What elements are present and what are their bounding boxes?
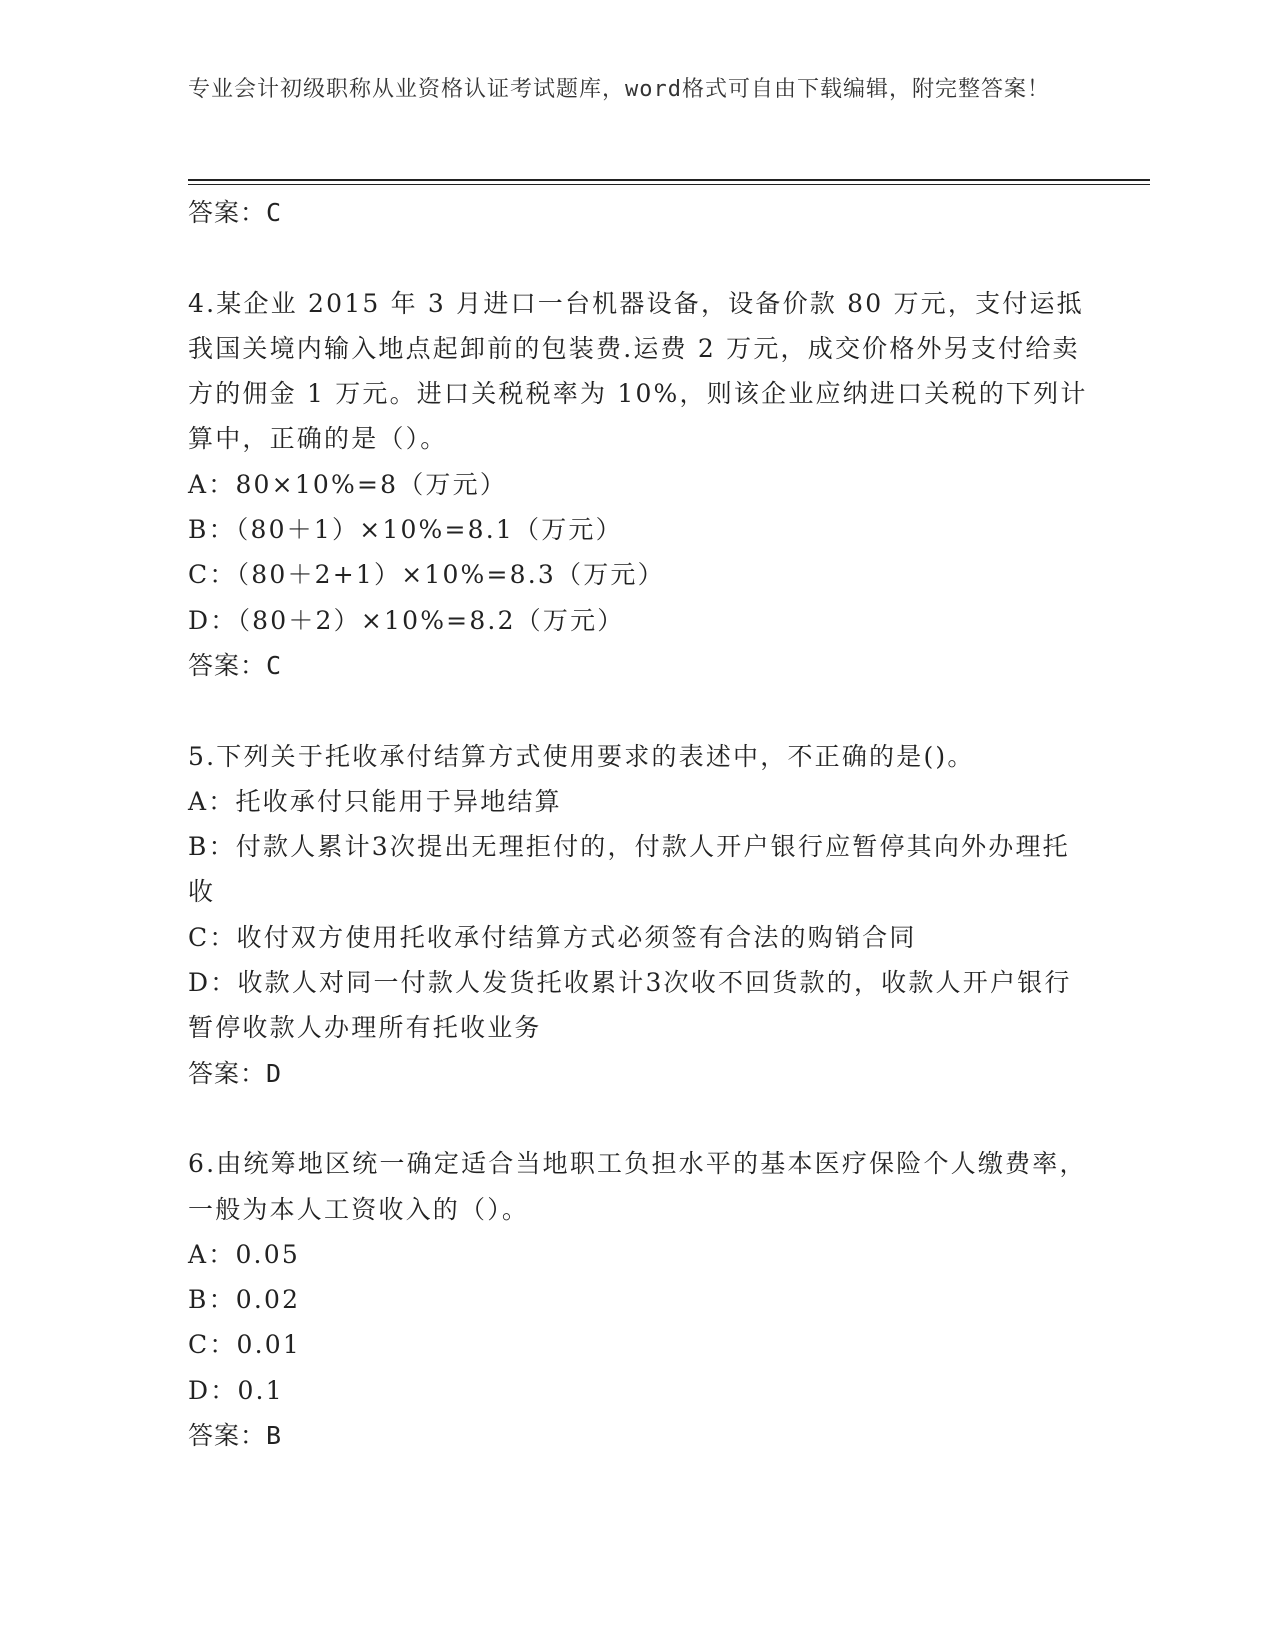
answer-line: 答案：C — [188, 650, 283, 680]
spacer — [188, 235, 1088, 280]
option-a: A：托收承付只能用于异地结算 — [188, 786, 562, 816]
page-header: 专业会计初级职称从业资格认证考试题库，word格式可自由下载编辑，附完整答案！ — [188, 77, 1050, 102]
option-a: A：0.05 — [188, 1239, 300, 1269]
question-text: 4.某企业 2015 年 3 月进口一台机器设备，设备价款 80 万元，支付运抵我国关境内输入地点起卸前的包装费.运费 2 万元，成交价格外另支付给卖方的佣金 1 万元。进口关税税率为 10%，则该企业应纳进口关税的下列计算中，正确的是（）。 — [188, 288, 1088, 454]
answer-line: 答案：B — [188, 1421, 283, 1451]
answer-line: 答案：C — [188, 198, 283, 227]
question-text: 5.下列关于托收承付结算方式使用要求的表述中，不正确的是()。 — [188, 741, 975, 771]
spacer — [188, 688, 1088, 733]
option-c: C：0.01 — [188, 1330, 301, 1360]
header-rule-thick — [188, 179, 1150, 181]
answer-line: 答案：D — [188, 1058, 283, 1088]
option-c: C：（80＋2+1）×10%=8.3（万元） — [188, 560, 665, 590]
question-text: 6.由统筹地区统一确定适合当地职工负担水平的基本医疗保险个人缴费率，一般为本人工资收入的（）。 — [188, 1149, 1087, 1224]
option-b: B：付款人累计3次提出无理拒付的，付款人开户银行应暂停其向外办理托收 — [188, 832, 1070, 907]
option-c: C：收付双方使用托收承付结算方式必须签有合法的购销合同 — [188, 922, 917, 952]
option-b: B：0.02 — [188, 1285, 301, 1315]
option-a: A：80×10%=8（万元） — [188, 469, 508, 499]
option-d: D：收款人对同一付款人发货托收累计3次收不回货款的，收款人开户银行暂停收款人办理所有托收业务 — [188, 968, 1072, 1043]
question-list — [188, 190, 1088, 1458]
option-d: D：0.1 — [188, 1375, 284, 1405]
header-rule-thin — [188, 184, 1150, 185]
spacer — [188, 1096, 1088, 1141]
option-d: D：（80＋2）×10%=8.2（万元） — [188, 605, 625, 635]
option-b: B：（80＋1）×10%=8.1（万元） — [188, 515, 623, 545]
